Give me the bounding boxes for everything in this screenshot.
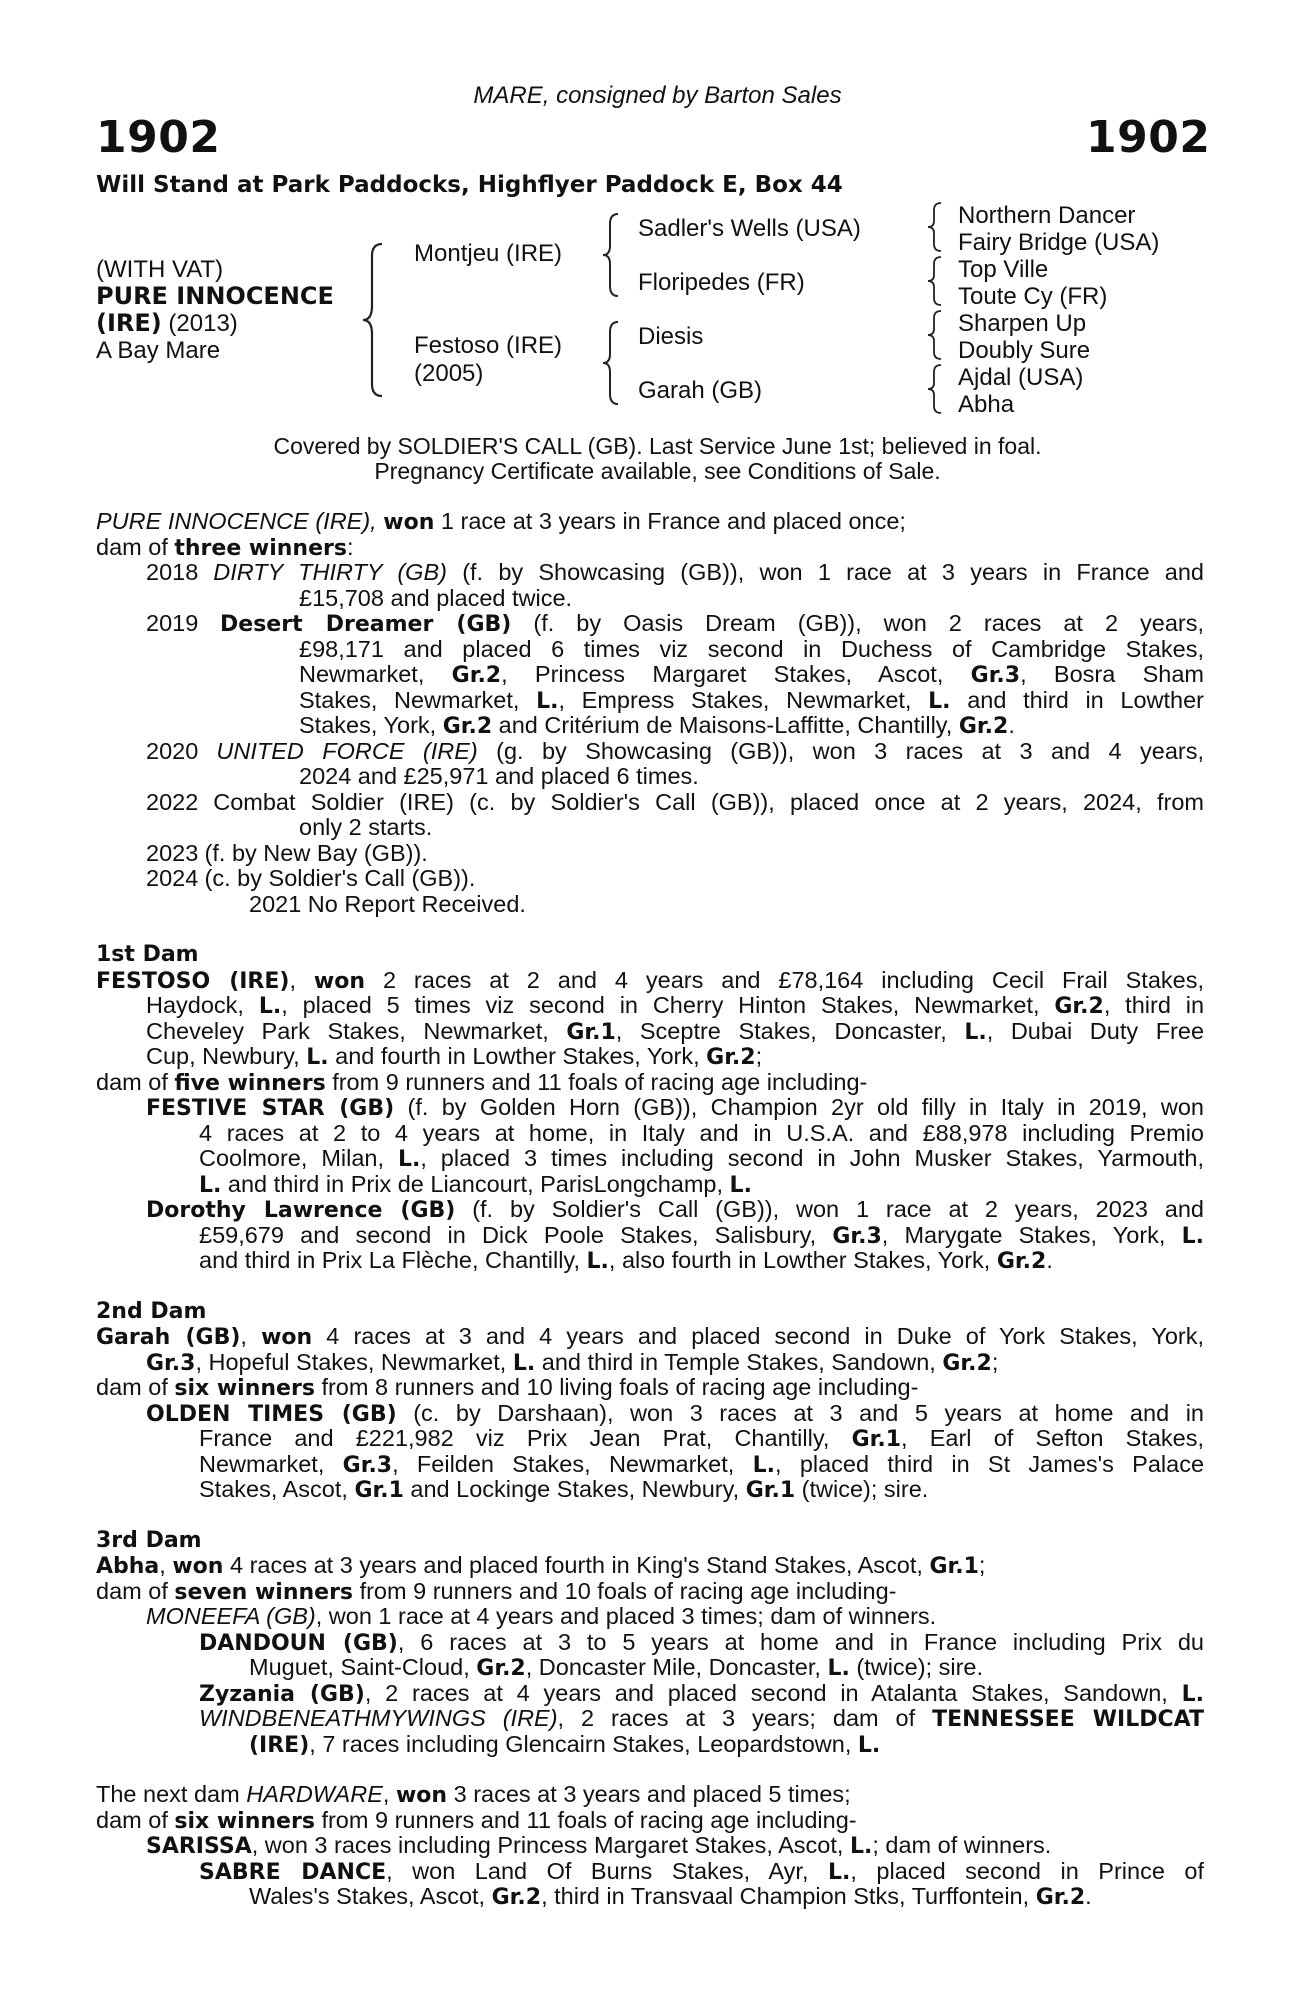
next-dam-line: The next dam HARDWARE, won 3 races at 3 years and placed 5 times; bbox=[96, 1781, 851, 1808]
heading-1st-dam: 1st Dam bbox=[96, 942, 199, 967]
no-report: 2021 No Report Received. bbox=[249, 890, 526, 917]
covered-line: Covered by SOLDIER'S CALL (GB). Last Service June 1st; believed in foal. bbox=[273, 433, 1042, 459]
dam1-dam-of: dam of five winners from 9 runners and 11 foals of racing age including- bbox=[96, 1068, 868, 1096]
brace-g3 bbox=[925, 308, 947, 362]
brace-g1 bbox=[925, 200, 947, 254]
dam-dam-sire: Ajdal (USA) bbox=[958, 364, 1084, 391]
sire-sire-dam: Fairy Bridge (USA) bbox=[958, 229, 1160, 256]
dam3-moneefa: MONEEFA (GB), won 1 race at 4 years and placed 3 times; dam of winners. bbox=[146, 1603, 937, 1629]
sire-dam: Floripedes (FR) bbox=[638, 269, 805, 296]
produce-intro: PURE INNOCENCE (IRE), won 1 race at 3 years in France and placed once; bbox=[96, 508, 906, 535]
dam3-windbeneathmywings: WINDBENEATHMYWINGS (IRE), 2 races at 3 years; dam of TENNESSEE WILDCAT (IRE), 7 races including Glencairn Stakes, Leopardstown, L. bbox=[199, 1706, 1204, 1758]
dam-year: (2005) bbox=[414, 360, 484, 387]
brace-sire bbox=[600, 210, 624, 300]
dam-dam-dam: Abha bbox=[958, 391, 1015, 418]
dam-sire-dam: Doubly Sure bbox=[958, 337, 1091, 364]
sire-sire-sire: Northern Dancer bbox=[958, 202, 1136, 229]
stand-location: Will Stand at Park Paddocks, Highflyer Paddock E, Box 44 bbox=[96, 172, 843, 198]
brace-g2 bbox=[925, 254, 947, 308]
heading-3rd-dam: 3rd Dam bbox=[96, 1527, 202, 1553]
consignor-line: MARE, consigned by Barton Sales bbox=[473, 82, 842, 109]
subject-description: A Bay Mare bbox=[96, 337, 221, 364]
dam3-line: Abha, won 4 races at 3 years and placed fourth in King's Stand Stakes, Ascot, Gr.1; bbox=[96, 1552, 986, 1579]
dam3-dam-of: dam of seven winners from 9 runners and 10 foals of racing age including- bbox=[96, 1577, 897, 1605]
brace-g4 bbox=[925, 362, 947, 416]
subject-name: PURE INNOCENCE bbox=[96, 282, 334, 310]
lot-number-right: 1902 bbox=[1086, 112, 1211, 163]
dam2-line: Garah (GB), won 4 races at 3 and 4 years and placed second in Duke of York Stakes, York, bbox=[96, 1324, 1204, 1350]
produce-dam-of: dam of three winners: bbox=[96, 533, 354, 561]
subject-vat: (WITH VAT) bbox=[96, 256, 224, 283]
produce-entry-2018: 2018 DIRTY THIRTY (GB) (f. by Showcasing (GB)), won 1 race at 3 years in France and £15,708 and placed twice. bbox=[146, 560, 1204, 611]
catalogue-body: PURE INNOCENCE (IRE), won 1 race at 3 years in France and placed once; dam of three winners: 2018 DIRTY THIRTY (GB) (f. by Showcasing (GB)), won 1 race at 3 years in France and £15,708 and placed twice. 2019 Desert Dreamer (GB) (f. by Oasis Dream (GB)), won 2 races at 2 years, £98,171 and placed 6 times viz second in Duchess of Cambridge Stakes, Newmarket, Gr.2, Princess Margaret Stakes, Ascot, Gr.3, Bosra Sham Stakes, Newmarket, L., Empress Stakes, Newmarket, L. and third in Lowther Stakes, York, Gr.2 and Critérium de Maisons-Laffitte, Chantilly, Gr.2. 2020 UNITED FORCE (IRE) (g. by Showcasing (GB)), won 3 races at 3 and 4 years, 2024 and £25,971 and placed 6 times. 2022 Combat Soldier (IRE) (c. by Soldier's Call (GB)), placed once at 2 years, 2024, from only 2 starts. 2023 (f. by New Bay (GB)). 2024 (c. by Soldier's Call (GB)). 2021 No Report Received. 1st Dam FESTOSO (IRE), won 2 races at 2 and 4 years and £78,164 including Cecil Frail Stakes, Haydock, L., placed 5 times viz second in Cherry Hinton Stakes, Newmarket, Gr.2, third in Cheveley Park Stakes, Newmarket, Gr.1, Sceptre Stakes, Doncaster, L., Dubai Duty Free Cup, Newbury, L. and fourth in Lowther Stakes, York, Gr.2; dam of five winners from 9 runners and 11 foals of racing age including- FESTIVE STAR (GB) (f. by Golden Horn (GB)), Champion 2yr old filly in Italy in 2019, won 4 races at 2 to 4 years at home, in Italy and in U.S.A. and £88,978 including Premio Coolmore, Milan, L., placed 3 times including second in John Musker Stakes, Yarmouth, L. and third in Prix de Liancourt, ParisLongchamp, L. Dorothy Lawrence (GB) (f. by Soldier's Call (GB)), won 1 race at 2 years, 2023 and £59,679 and second in Dick Poole Stakes, Salisbury, Gr.3, Marygate Stakes, York, L. and third in Prix La Flèche, Chantilly, L., also fourth in Lowther Stakes, York, Gr.2. 2nd Dam Garah (GB), won 4 races at 3 and 4 years and placed second in Duke of York Stakes, York, Gr.3, Hopeful Stakes, Newmarket, L. and third in Temple Stakes, Sandown, Gr.2; dam of six winners from 8 runners and 10 living foals of racing age including- OLDEN TIMES (GB) (c. by Darshaan), won 3 races at 3 and 5 years at home and in France and £221,982 viz Prix Jean Prat, Chantilly, Gr.1, Earl of Sefton Stakes, Newmarket, Gr.3, Feilden Stakes, Newmarket, L., placed third in St James's Palace Stakes, Ascot, Gr.1 and Lockinge Stakes, Newbury, Gr.1 (twice); sire. 3rd Dam Abha, won 4 races at 3 years and placed fourth in King's Stand Stakes, Ascot, Gr.1; dam of seven winners from 9 runners and 10 foals of racing age including- MONEEFA (GB), won 1 race at 4 years and placed 3 times; dam of winners. DANDOUN (GB), 6 races at 3 to 5 years at home and in France including Prix du Muguet, Saint-Cloud, Gr.2, Doncaster Mile, Doncaster, L. (twice); sire. Zyzania (GB), 2 races at 4 years and placed second in Atalanta Stakes, Sandown, L. WINDBENEATHMYWINGS (IRE), 2 races at 3 years; dam of TENNESSEE WILDCAT (IRE), 7 races including Glencairn Stakes, Leopardstown, L. The next dam HARDWARE, won 3 races at 3 years and placed 5 times; dam of six winners from 9 runners and 11 foals of racing age including- SARISSA, won 3 races including Princess Margaret Stakes, Ascot, L.; dam of winners. SABRE DANCE, won Land Of Burns Stakes, Ayr, L., placed second in Prince of Wales's Stakes, Ascot, Gr.2, third in Transvaal Champion Stks, Turffontein, Gr.2. bbox=[96, 508, 1204, 1910]
dam: Festoso (IRE) bbox=[414, 332, 563, 359]
dam-sire-sire: Sharpen Up bbox=[958, 310, 1087, 337]
sire-dam-dam: Toute Cy (FR) bbox=[958, 283, 1108, 310]
brace-dam bbox=[600, 318, 624, 408]
next-dam-sabre-dance: SABRE DANCE, won Land Of Burns Stakes, Ayr, L., placed second in Prince of Wales's Stakes, Ascot, Gr.2, third in Transvaal Champion Stks, Turffontein, Gr.2. bbox=[199, 1858, 1204, 1910]
pregnancy-line: Pregnancy Certificate available, see Conditions of Sale. bbox=[374, 458, 941, 484]
dam1-foal-dorothy-lawrence: Dorothy Lawrence (GB) (f. by Soldier's Call (GB)), won 1 race at 2 years, 2023 and £59,679 and second in Dick Poole Stakes, Salisbury, Gr.3, Marygate Stakes, York, L. and third in Prix La Flèche, Chantilly, L., also fourth in Lowther Stakes, York, Gr.2. bbox=[146, 1197, 1204, 1274]
next-dam-sarissa: SARISSA, won 3 races including Princess Margaret Stakes, Ascot, L.; dam of winners. bbox=[146, 1832, 1052, 1859]
heading-2nd-dam: 2nd Dam bbox=[96, 1298, 207, 1324]
dam-sire: Diesis bbox=[638, 323, 704, 350]
dam1-foal-festive-star: FESTIVE STAR (GB) (f. by Golden Horn (GB)), Champion 2yr old filly in Italy in 2019, won 4 races at 2 to 4 years at home, in Italy and in U.S.A. and £88,978 including Premio Coolmore, Milan, L., placed 3 times including second in John Musker Stakes, Yarmouth, L. and third in Prix de Liancourt, ParisLongchamp, L. bbox=[146, 1095, 1204, 1198]
subject-origin-year: (IRE) (2013) bbox=[96, 309, 238, 337]
lot-number-left: 1902 bbox=[96, 112, 221, 163]
next-dam-dam-of: dam of six winners from 9 runners and 11 foals of racing age including- bbox=[96, 1806, 857, 1834]
sire-dam-sire: Top Ville bbox=[958, 256, 1049, 283]
produce-entry-2022: 2022 Combat Soldier (IRE) (c. by Soldier's Call (GB)), placed once at 2 years, 2024, from only 2 starts. bbox=[146, 789, 1204, 840]
sire: Montjeu (IRE) bbox=[414, 240, 563, 267]
brace-main bbox=[360, 240, 390, 400]
produce-entry-2024: 2024 (c. by Soldier's Call (GB)). bbox=[146, 865, 476, 891]
produce-entry-2020: 2020 UNITED FORCE (IRE) (g. by Showcasing (GB)), won 3 races at 3 and 4 years, 2024 and £25,971 and placed 6 times. bbox=[146, 738, 1204, 789]
produce-entry-2023: 2023 (f. by New Bay (GB)). bbox=[146, 839, 428, 866]
dam3-dandoun: DANDOUN (GB), 6 races at 3 to 5 years at home and in France including Prix du Muguet, Saint-Cloud, Gr.2, Doncaster Mile, Doncaster, L. (twice); sire. bbox=[199, 1629, 1204, 1681]
dam2-dam-of: dam of six winners from 8 runners and 10 living foals of racing age including- bbox=[96, 1374, 919, 1401]
dam2-foal-olden-times: OLDEN TIMES (GB) (c. by Darshaan), won 3 races at 3 and 5 years at home and in France and £221,982 viz Prix Jean Prat, Chantilly, Gr.1, Earl of Sefton Stakes, Newmarket, Gr.3, Feilden Stakes, Newmarket, L., placed third in St James's Palace Stakes, Ascot, Gr.1 and Lockinge Stakes, Newbury, Gr.1 (twice); sire. bbox=[146, 1400, 1204, 1503]
dam1-line: FESTOSO (IRE), won 2 races at 2 and 4 years and £78,164 including Cecil Frail Stakes, bbox=[96, 967, 1204, 993]
dam-dam: Garah (GB) bbox=[638, 377, 763, 404]
dam3-zyzania: Zyzania (GB), 2 races at 4 years and placed second in Atalanta Stakes, Sandown, L. bbox=[199, 1680, 1204, 1706]
produce-entry-2019: 2019 Desert Dreamer (GB) (f. by Oasis Dream (GB)), won 2 races at 2 years, £98,171 and placed 6 times viz second in Duchess of Cambridge Stakes, Newmarket, Gr.2, Princess Margaret Stakes, Ascot, Gr.3, Bosra Sham Stakes, Newmarket, L., Empress Stakes, Newmarket, L. and third in Lowther Stakes, York, Gr.2 and Critérium de Maisons-Laffitte, Chantilly, Gr.2. bbox=[146, 611, 1204, 739]
sire-sire: Sadler's Wells (USA) bbox=[638, 215, 861, 242]
